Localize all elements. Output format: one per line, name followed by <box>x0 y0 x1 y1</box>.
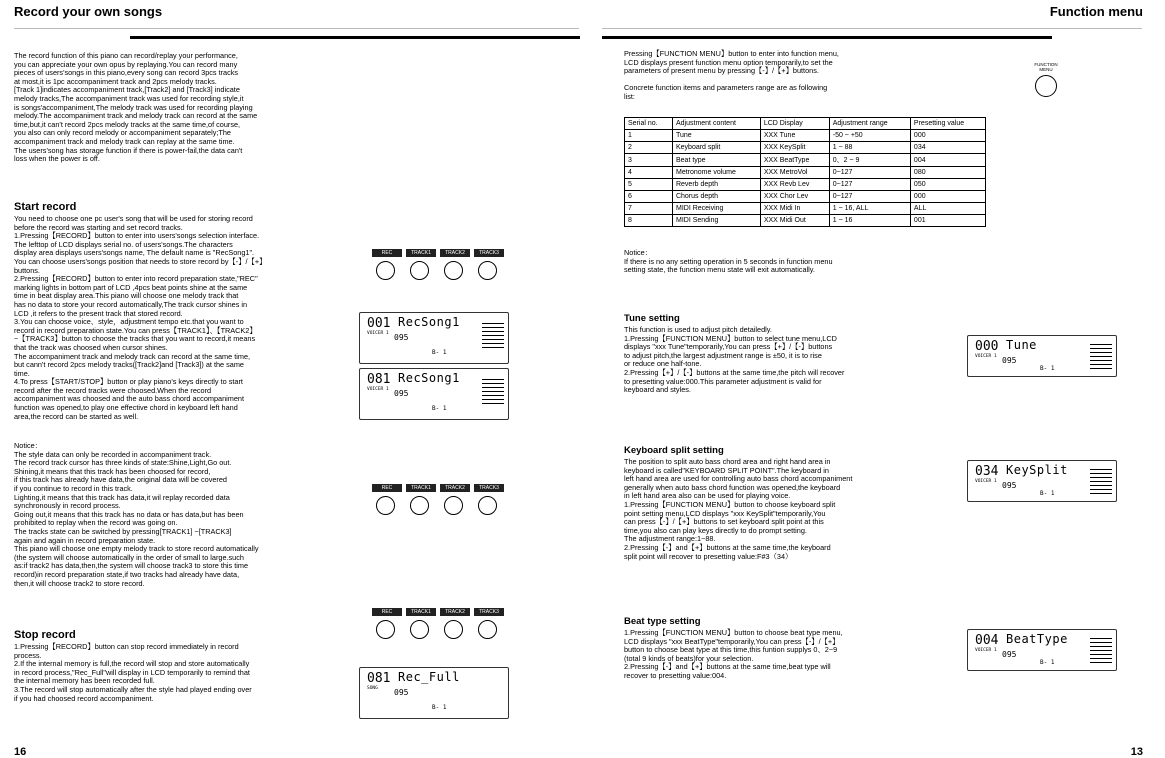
cell: 080 <box>910 167 985 179</box>
cell: 5 <box>625 179 673 191</box>
lcd-display <box>359 312 509 364</box>
cell: 0~127 <box>829 191 910 203</box>
button-panel <box>372 249 512 289</box>
table-header: Serial no. <box>625 118 673 130</box>
cell: 1 <box>625 130 673 142</box>
button-panel <box>372 484 512 524</box>
table-row <box>625 167 986 179</box>
cell: 034 <box>910 142 985 154</box>
lcd-name: Tune <box>1006 338 1037 352</box>
lcd-tempo: 095 <box>394 389 409 398</box>
function-menu-button[interactable] <box>1026 62 1066 97</box>
cell: 0~127 <box>829 167 910 179</box>
track2-label: TRACK2 <box>440 484 470 492</box>
cell: MIDI Receiving <box>672 203 760 215</box>
page-title: Record your own songs <box>14 4 163 19</box>
table-row <box>625 191 986 203</box>
cell: Keyboard split <box>672 142 760 154</box>
split-text: The position to split auto bass chord area and right hand area in keyboard is called"KEYBOARD SPLIT POINT".The keyboard in left hand area are used for controlling auto bass chord accompaniment generally when auto bass chord function was opened,the keyboard in left hand area also can be used for playing voice. 1.Pressing【FUNCTION MENU】button to choose keyboard split point setting menu,LCD displays "xxx KeySplit"temporarily,You can press【-】/【+】buttons to set keyboard split point at this time,you also can play keys directly to do prompt setting. The adjustment range:1~88. 2.Pressing【-】and【+】buttons at the same time,the keyboard split point will recover to presetting value:F#3（34） <box>624 457 853 561</box>
right-page <box>582 0 1165 758</box>
track3-button[interactable] <box>478 620 497 639</box>
cell: 6 <box>625 191 673 203</box>
table-row <box>625 179 986 191</box>
cell: 7 <box>625 203 673 215</box>
cell: 3 <box>625 154 673 167</box>
cell: XXX KeySplit <box>760 142 829 154</box>
table-row <box>625 215 986 227</box>
cell: 0~127 <box>829 179 910 191</box>
page-title: Function menu <box>1049 4 1143 19</box>
lcd-voice: VOICER 1 <box>367 387 389 392</box>
lcd-display <box>967 629 1117 671</box>
cell: XXX Midi In <box>760 203 829 215</box>
lcd-name: BeatType <box>1006 632 1068 646</box>
cell: XXX MetroVol <box>760 167 829 179</box>
lcd-voice: SONG <box>367 686 378 691</box>
cell: 2 <box>625 142 673 154</box>
lcd-tempo: 095 <box>1002 356 1017 365</box>
page-number: 13 <box>1130 746 1143 758</box>
lcd-tempo: 095 <box>394 333 409 342</box>
track1-label: TRACK1 <box>406 249 436 257</box>
intro-text: The record function of this piano can record/replay your performance, you can appreciate your own opus by replaying.You can record many pieces of users'songs in this piano,every song can record 3pcs tracks at most,it is 1pc accompaniment track and 2pcs melody tracks. [Track 1]indicates accompaniment track,[Track2] and [Track3] indicate melody tracks,The accompaniment track was used for recording style,it is songs'accompaniment,The melody track was used for recording playing melody.The accompaniment track and melody track can record at the same time,but,it can't record 2pcs melody tracks at the same time,of course, you also can only record melody or accompaniment separately;The accompaniment track and melody track can replay at the same time. The users'song has storage function if there is power-fail,the data can't loss when the power is off. <box>14 51 258 164</box>
lcd-display <box>967 460 1117 502</box>
cell: Chorus depth <box>672 191 760 203</box>
lcd-tempo: 095 <box>1002 650 1017 659</box>
staff-icon <box>1090 638 1112 666</box>
function-table <box>624 117 986 227</box>
table-row <box>625 154 986 167</box>
cell: 1 ~ 16, ALL <box>829 203 910 215</box>
button-panel <box>372 608 512 648</box>
lcd-display <box>967 335 1117 377</box>
split-title: Keyboard split setting <box>624 445 724 456</box>
lcd-name: RecSong1 <box>398 315 460 329</box>
cell: MIDI Sending <box>672 215 760 227</box>
lcd-number: 001 <box>367 316 391 331</box>
cell: XXX Midi Out <box>760 215 829 227</box>
notice-text: Notice： The style data can only be recorded in accompaniment track. The record track cursor has three kinds of state:Shine,Light,Go out. Shining,it means that this track has been choosed for record, if this track has already have data,the original data will be covered if you continue to record in this track. Lighting,it means that this track has data,it wil replay recorded data synchronously in record process. Going out,it means that this track has no data or has data,but has been prohibited to replay when the record was going on. The tracks state can be switched by pressing[TRACK1] ~[TRACK3] again and again in record preparation state. This piano will choose one empty melody track to store record automatically (the system will choose automatically in the order of small to large.such as:if track2 has data,then,the system will choose track3 to store this time record)in record preparation state,if two tracks had already have data, then,it will choose track2 to store record. <box>14 441 259 588</box>
notice-text: Notice： If there is no any setting operation in 5 seconds in function menu setting state, the function menu state will exit automatically. <box>624 248 833 275</box>
left-page <box>0 0 582 758</box>
lcd-name: Rec_Full <box>398 670 460 684</box>
lcd-beat: B- 1 <box>1040 490 1055 497</box>
cell: ALL <box>910 203 985 215</box>
track2-label: TRACK2 <box>440 249 470 257</box>
lcd-beat: B- 1 <box>432 349 447 356</box>
cell: 001 <box>910 215 985 227</box>
rec-button[interactable] <box>376 620 395 639</box>
table-row <box>625 142 986 154</box>
staff-icon <box>1090 344 1112 372</box>
track3-label: TRACK3 <box>474 608 504 616</box>
cell: 1 ~ 88 <box>829 142 910 154</box>
rec-label: REC <box>372 608 402 616</box>
cell: Beat type <box>672 154 760 167</box>
lcd-tempo: 095 <box>1002 481 1017 490</box>
lcd-display <box>359 667 509 719</box>
tune-text: This function is used to adjust pitch detailedly. 1.Pressing【FUNCTION MENU】button to select tune menu,LCD displays "xxx Tune"temporarily,You can press【+】/【-】buttons to adjust pitch,the largest adjustment range is ±50, it is to rise or reduce one half-tone. 2.Pressing【+】/【-】buttons at the same time,the pitch will recover to presetting value:000.This parameter adjustment is valid for keyboard and styles. <box>624 325 845 395</box>
cell: XXX Chor Lev <box>760 191 829 203</box>
function-menu-circle[interactable] <box>1035 75 1057 97</box>
lcd-beat: B- 1 <box>1040 659 1055 666</box>
cell: 050 <box>910 179 985 191</box>
intro-text: Pressing【FUNCTION MENU】button to enter into function menu, LCD displays present function menu option temporarily,to set the parameters of present menu by pressing【-】/【+】buttons. Concrete function items and parameters range are as following list: <box>624 49 839 101</box>
beat-text: 1.Pressing【FUNCTION MENU】button to choose beat type menu, LCD displays "xxx BeatType"temporarily,You can press【-】/【+】 button to choose beat type at this time,this funtion supplys 0、2~9 (total 9 kinds of beats)for your selection. 2.Pressing【-】and【+】buttons at the same time,beat type will recover to presetting value:004. <box>624 628 843 680</box>
cell: XXX Tune <box>760 130 829 142</box>
rec-label: REC <box>372 484 402 492</box>
tune-title: Tune setting <box>624 313 680 324</box>
cell: Metronome volume <box>672 167 760 179</box>
lcd-number: 000 <box>975 339 999 354</box>
header-rule <box>602 28 1142 29</box>
rec-button[interactable] <box>376 261 395 280</box>
lcd-voice: VOICER 1 <box>975 648 997 653</box>
lcd-name: KeySplit <box>1006 463 1068 477</box>
staff-icon <box>482 323 504 351</box>
lcd-beat: B- 1 <box>432 704 447 711</box>
track2-label: TRACK2 <box>440 608 470 616</box>
lcd-number: 081 <box>367 372 391 387</box>
start-record-text: You need to choose one pc user's song that will be used for storing record before the record was starting and set record tracks. 1.Pressing【RECORD】button to enter into users'songs selection interface. The lefttop of LCD displays serial no. of users'songs.The characters display area displays users'songs name, The default name is "RecSong1". You can choose users'songs position that needs to store record by【-】/【+】 buttons. 2.Pressing【RECORD】button to enter into record preparation state,"REC" marking lights in bottom part of LCD ,4pcs beat points shine at the same time in beat display area.This piano will choose one melody track that has no data to store your record automatically,The track cursor shines in LCD ,it refers to the present track that stored record. 3.You can choose voice、style，adjustment tempo etc.that you want to record in record preparation state.You can press【TRACK1】、【TRACK2】 ~【TRACK3】button to choose the tracks that you want to record,it means that the track was choosed when cursor shines. The accompaniment track and melody track can record at the same time, but cann't record 2pcs melody tracks([Track2]and [Track3]) at the same time. 4.To press【START/STOP】button or play piano's keys directly to start record after the record tracks were choosed.When the record accompaniment was choosed and the auto bass chord accompaniment function was opened,to play one effective chord in keyboard left hand area,the record can be started as well. <box>14 214 267 421</box>
rec-button[interactable] <box>376 496 395 515</box>
header-rule-bold <box>130 36 580 39</box>
table-header: Adjustment range <box>829 118 910 130</box>
table-header: LCD Display <box>760 118 829 130</box>
track3-button[interactable] <box>478 261 497 280</box>
page-number: 16 <box>14 746 27 758</box>
track1-label: TRACK1 <box>406 484 436 492</box>
rec-label: REC <box>372 249 402 257</box>
table-header: Adjustment content <box>672 118 760 130</box>
table-header: Presetting value <box>910 118 985 130</box>
cell: 000 <box>910 130 985 142</box>
lcd-number: 004 <box>975 633 999 648</box>
cell: XXX BeatType <box>760 154 829 167</box>
lcd-name: RecSong1 <box>398 371 460 385</box>
cell: 004 <box>910 154 985 167</box>
track1-button[interactable] <box>410 620 429 639</box>
beat-title: Beat type setting <box>624 616 701 627</box>
cell: Reverb depth <box>672 179 760 191</box>
track1-button[interactable] <box>410 496 429 515</box>
lcd-voice: VOICER 1 <box>975 479 997 484</box>
stop-record-text: 1.Pressing【RECORD】button can stop record immediately in record process. 2.If the internal memory is full,the record will stop and store automatically in record process,"Rec_Full"will display in LCD temporarily to remind that the internal memory has been recorded full. 3.The record will stop automatically after the style had played ending over if you had choosed record accompaniment. <box>14 642 252 703</box>
track2-button[interactable] <box>444 620 463 639</box>
lcd-number: 034 <box>975 464 999 479</box>
lcd-display <box>359 368 509 420</box>
cell: 000 <box>910 191 985 203</box>
cell: 8 <box>625 215 673 227</box>
track3-button[interactable] <box>478 496 497 515</box>
track2-button[interactable] <box>444 261 463 280</box>
staff-icon <box>1090 469 1112 497</box>
lcd-tempo: 095 <box>394 688 409 697</box>
function-menu-label: FUNCTION MENU <box>1034 62 1058 72</box>
lcd-voice: VOICER 1 <box>975 354 997 359</box>
track2-button[interactable] <box>444 496 463 515</box>
staff-icon <box>482 379 504 407</box>
stop-record-title: Stop record <box>14 629 76 641</box>
cell: XXX Revb Lev <box>760 179 829 191</box>
header-rule-bold <box>602 36 1052 39</box>
start-record-title: Start record <box>14 201 77 213</box>
track1-label: TRACK1 <box>406 608 436 616</box>
table-row <box>625 203 986 215</box>
track3-label: TRACK3 <box>474 484 504 492</box>
table-row <box>625 130 986 142</box>
lcd-beat: B- 1 <box>1040 365 1055 372</box>
cell: 0、2 ~ 9 <box>829 154 910 167</box>
lcd-number: 081 <box>367 671 391 686</box>
header-rule <box>14 28 579 29</box>
cell: -50 ~ +50 <box>829 130 910 142</box>
cell: 1 ~ 16 <box>829 215 910 227</box>
cell: 4 <box>625 167 673 179</box>
cell: Tune <box>672 130 760 142</box>
track1-button[interactable] <box>410 261 429 280</box>
lcd-voice: VOICER 1 <box>367 331 389 336</box>
lcd-beat: B- 1 <box>432 405 447 412</box>
track3-label: TRACK3 <box>474 249 504 257</box>
